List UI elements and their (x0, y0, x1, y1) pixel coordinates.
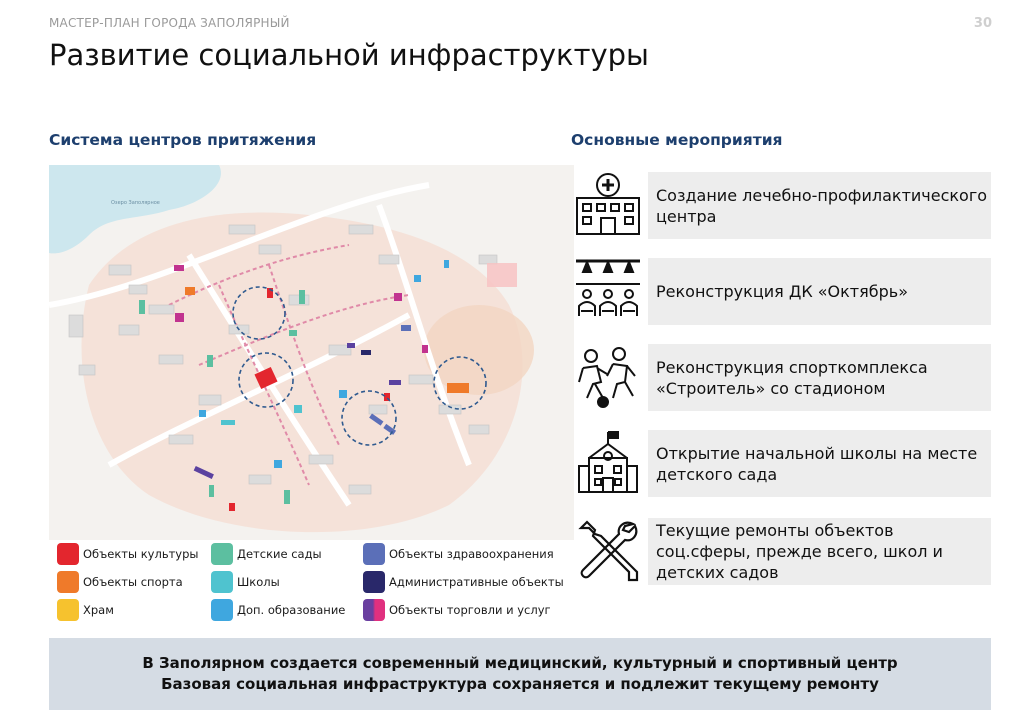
banner-line-1: В Заполярном создается современный медицинский, культурный и спортивный центр (142, 654, 898, 672)
measure-text: Реконструкция ДК «Октябрь» (656, 282, 908, 301)
legend-item-extra-education (211, 599, 345, 621)
legend-item-trade-services (363, 599, 551, 621)
football-players-icon (573, 342, 643, 412)
measure-text: Создание лечебно-профилактического центра (656, 185, 988, 226)
measure-text: Текущие ремонты объектов соц.сферы, прежде всего, школ и детских садов (656, 521, 943, 582)
legend-swatch (211, 571, 233, 593)
school-icon (573, 428, 643, 498)
legend-label: Школы (237, 575, 280, 589)
tools-icon (573, 516, 643, 586)
measure-box (648, 430, 991, 497)
legend-item-administrative (363, 571, 564, 593)
hospital-icon (573, 170, 643, 240)
legend-label: Доп. образование (237, 603, 346, 617)
measure-box (648, 172, 991, 239)
legend-swatch (211, 543, 233, 565)
legend-item-kindergartens (211, 543, 322, 565)
legend-swatch (57, 543, 79, 565)
city-map (49, 165, 574, 540)
legend-item-culture (57, 543, 199, 565)
measure-item (573, 170, 991, 240)
page-title: Развитие социальной инфраструктуры (49, 38, 649, 72)
legend-label: Объекты культуры (83, 547, 199, 561)
measure-box (648, 344, 991, 411)
legend-swatch (363, 571, 385, 593)
measure-text: Реконструкция спорткомплекса «Строитель» со стадионом (656, 357, 928, 398)
legend-swatch (57, 599, 79, 621)
legend-label: Детские сады (237, 547, 322, 561)
measure-text: Открытие начальной школы на месте детского сада (656, 443, 978, 484)
main-measures-title: Основные мероприятия (571, 131, 783, 149)
legend-item-healthcare (363, 543, 554, 565)
legend-item-temple (57, 599, 114, 621)
map-legend (49, 541, 579, 631)
measure-box (648, 258, 991, 325)
legend-item-schools (211, 571, 280, 593)
legend-label: Административные объекты (389, 575, 564, 589)
measure-box (648, 518, 991, 585)
measure-item (573, 428, 991, 498)
measure-item (573, 342, 991, 412)
legend-item-sport (57, 571, 183, 593)
city-map-drawing (49, 165, 574, 540)
legend-swatch (363, 543, 385, 565)
page-number: 30 (973, 16, 992, 31)
measure-item (573, 256, 991, 326)
legend-label: Объекты торговли и услуг (389, 603, 551, 617)
legend-swatch (211, 599, 233, 621)
attraction-centers-title: Система центров притяжения (49, 131, 317, 149)
legend-label: Объекты здравоохранения (389, 547, 554, 561)
legend-label: Объекты спорта (83, 575, 183, 589)
lake-label: Озеро Заполярное (111, 200, 160, 206)
legend-swatch (57, 571, 79, 593)
summary-banner (49, 638, 991, 710)
theater-icon (573, 256, 643, 326)
legend-swatch (363, 599, 385, 621)
legend-label: Храм (83, 603, 114, 617)
document-subtitle: МАСТЕР-ПЛАН ГОРОДА ЗАПОЛЯРНЫЙ (49, 16, 290, 30)
banner-line-2: Базовая социальная инфраструктура сохраняется и подлежит текущему ремонту (161, 675, 879, 693)
measure-item (573, 516, 991, 586)
